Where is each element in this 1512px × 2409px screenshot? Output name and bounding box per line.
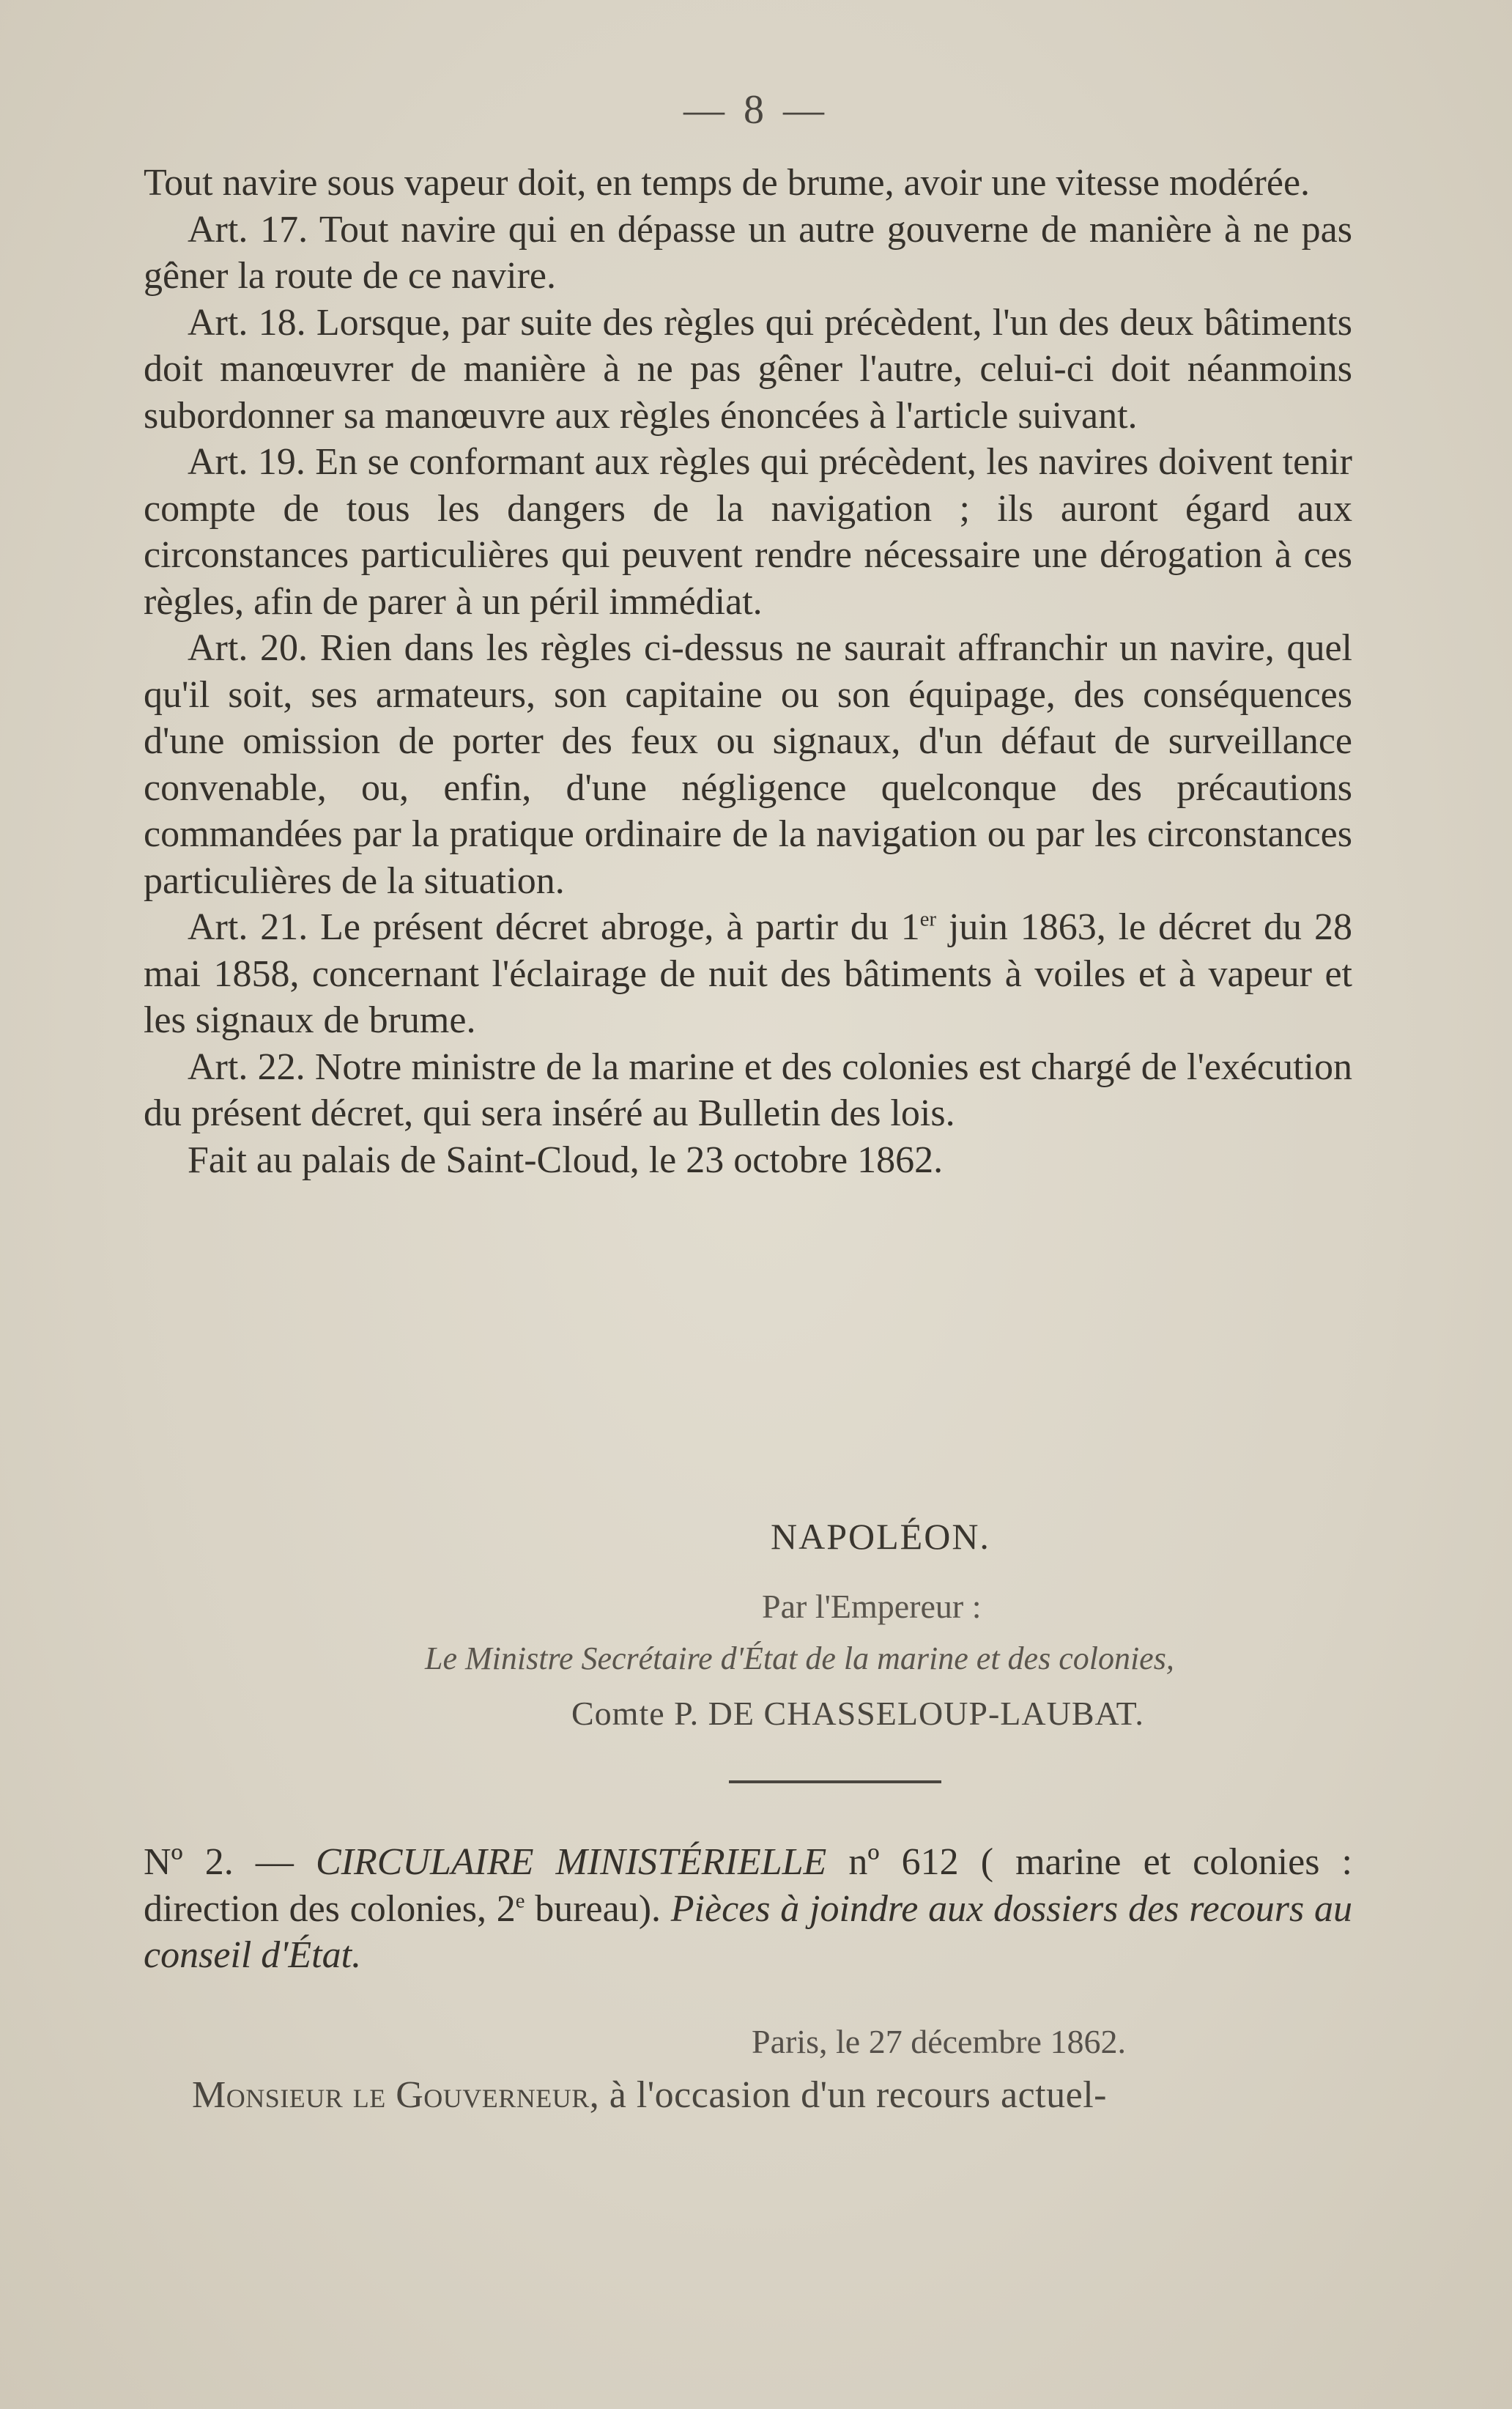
signature-minister-title: Le Ministre Secrétaire d'État de la marine et des colonies, [425, 1640, 1174, 1676]
circular-heading [144, 1839, 1352, 1979]
circular-heading-text [144, 1839, 1352, 1979]
page-number: — 8 — [683, 87, 829, 133]
circular-opening-line [192, 2073, 1107, 2117]
article-21-sup: er [919, 908, 937, 931]
article-21 [144, 904, 1352, 1044]
circular-number: Nº 2. — [144, 1841, 316, 1883]
article-21-part-b: juin 1863, le décret du 28 mai 1858, concernant l'éclairage de nuit des bâtiments à voiles et à vapeur et les signaux de brume. [144, 906, 1352, 1041]
article-22: Art. 22. Notre ministre de la marine et des colonies est chargé de l'exécution du présent décret, qui sera inséré au Bulletin des lois. [144, 1046, 1352, 1134]
paragraph-vitesse: Tout navire sous vapeur doit, en temps de brume, avoir une vitesse modérée. [144, 162, 1311, 204]
circular-title: CIRCULAIRE MINISTÉRIELLE [315, 1841, 827, 1883]
opening-text: à l'occasion d'un recours actuel- [599, 2074, 1107, 2116]
circular-place-date: Paris, le 27 décembre 1862. [752, 2023, 1126, 2060]
article-17: Art. 17. Tout navire qui en dépasse un autre gouverne de manière à ne pas gêner la route de ce navire. [144, 208, 1352, 297]
article-20: Art. 20. Rien dans les règles ci-dessus ne saurait affranchir un navire, quel qu'il soit, ses armateurs, son capitaine ou son équipage, des conséquences d'une omission de porter des feux ou signaux, d'un défaut de surveillance convenable, ou, enfin, d'une négligence quelconque des précautions commandées par la pratique ordinaire de la navigation ou par les circonstances particulières de la situation. [144, 627, 1352, 902]
circular-ref-b: bureau). [525, 1887, 671, 1930]
fait-au-palais: Fait au palais de Saint-Cloud, le 23 octobre 1862. [188, 1139, 944, 1181]
signature-par-empereur: Par l'Empereur : [762, 1588, 982, 1625]
article-18: Art. 18. Lorsque, par suite des règles qui précèdent, l'un des deux bâtiments doit manœuvrer de manière à ne pas gêner l'autre, celui-ci doit néanmoins subordonner sa manœuvre aux règles énoncées à l'article suivant. [144, 301, 1352, 437]
circular-ref-a: nº 612 ( marine et colonies : direction des colonies, 2 [144, 1841, 1353, 1930]
salutation: Monsieur le Gouverneur, [192, 2074, 600, 2116]
circular-ref-sup: e [515, 1890, 525, 1913]
decree-body [144, 160, 1352, 1183]
section-divider [729, 1780, 941, 1783]
article-19: Art. 19. En se conformant aux règles qui précèdent, les navires doivent tenir compte de tous les dangers de la navigation ; ils auront égard aux circonstances particulières qui peuvent rendre nécessaire une dérogation à ces règles, afin de parer à un péril immédiat. [144, 441, 1352, 623]
circular-subject: Pièces à joindre aux dossiers des recours au conseil d'État. [144, 1887, 1352, 1976]
signature-comte: Comte P. DE CHASSELOUP-LAUBAT. [571, 1695, 1144, 1732]
signature-napoleon: NAPOLÉON. [771, 1516, 990, 1557]
article-21-part-a: Art. 21. Le présent décret abroge, à partir du 1 [188, 906, 920, 948]
